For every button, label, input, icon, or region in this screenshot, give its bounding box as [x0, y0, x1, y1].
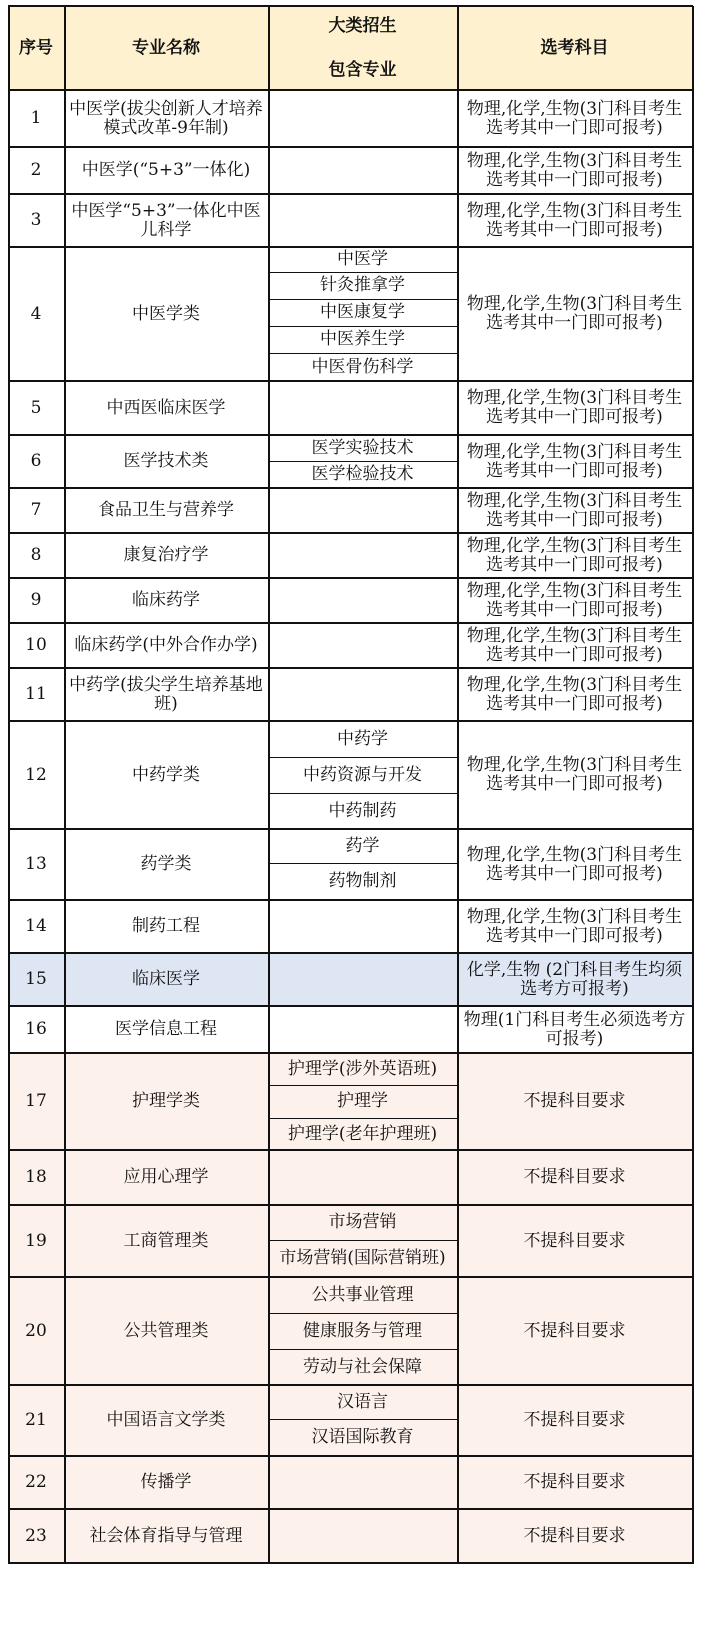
included-major-text: 护理学(老年护理班)	[287, 1123, 438, 1144]
row-index-value: 12	[25, 764, 47, 785]
grid-line	[268, 863, 458, 864]
included-major	[268, 1313, 457, 1349]
major-name-text: 中医学(“5+3”一体化)	[81, 160, 251, 180]
major-name	[64, 578, 268, 623]
included-major-text: 劳动与社会保障	[303, 1356, 422, 1377]
included-empty	[268, 1456, 457, 1509]
major-name-text: 应用心理学	[123, 1167, 209, 1187]
grid-line	[268, 1240, 458, 1241]
row-index	[8, 381, 64, 435]
row-index-value: 13	[25, 854, 47, 874]
subject-requirement	[457, 147, 692, 194]
row-index	[8, 147, 64, 194]
included-major	[268, 247, 457, 272]
row-index-value: 15	[25, 969, 47, 989]
subject-requirement-text: 物理,化学,生物(3门科目考生选考其中一门即可报考)	[466, 535, 683, 575]
grid-line	[268, 272, 458, 273]
subject-requirement	[457, 1385, 692, 1456]
header-subjects	[457, 6, 692, 90]
row-index-value: 14	[25, 916, 47, 936]
major-name	[64, 194, 268, 247]
major-name	[64, 1509, 268, 1563]
row-index	[8, 1053, 64, 1150]
subject-requirement	[457, 953, 692, 1006]
header-included-line1: 大类招生	[328, 16, 397, 36]
included-major	[268, 863, 457, 900]
included-major	[268, 353, 457, 381]
included-major	[268, 1385, 457, 1419]
row-index-value: 17	[25, 1091, 47, 1111]
row-index	[8, 194, 64, 247]
included-empty	[268, 147, 457, 194]
row-index	[8, 533, 64, 578]
major-name	[64, 1150, 268, 1205]
major-name	[64, 900, 268, 953]
subject-requirement	[457, 381, 692, 435]
included-major-text: 汉语言	[337, 1391, 388, 1412]
grid-line	[268, 1085, 458, 1086]
included-empty	[268, 668, 457, 721]
included-major	[268, 1419, 457, 1456]
included-major	[268, 435, 457, 461]
included-empty	[268, 90, 457, 147]
subject-requirement-text: 不提科目要求	[523, 1091, 626, 1111]
row-index	[8, 578, 64, 623]
included-major-text: 市场营销	[328, 1212, 397, 1232]
subject-requirement-text: 物理(1门科目考生必须选考方可报考)	[463, 1009, 686, 1049]
row-index	[8, 668, 64, 721]
subject-requirement	[457, 247, 692, 381]
subject-requirement	[457, 533, 692, 578]
subject-requirement	[457, 1150, 692, 1205]
included-major-text: 中医骨伤科学	[311, 356, 414, 377]
grid-line	[8, 434, 693, 436]
major-name	[64, 147, 268, 194]
included-major	[268, 757, 457, 793]
major-name	[64, 1456, 268, 1509]
row-index-value: 4	[30, 303, 42, 324]
included-empty	[268, 194, 457, 247]
major-name	[64, 435, 268, 488]
major-name-text: 公共管理类	[123, 1320, 209, 1341]
major-name-text: 医学技术类	[123, 451, 209, 471]
grid-line	[268, 1118, 458, 1119]
grid-line	[8, 487, 693, 489]
row-index	[8, 623, 64, 668]
included-empty	[268, 1150, 457, 1205]
grid-line	[8, 1005, 693, 1007]
major-name-text: 工商管理类	[123, 1230, 209, 1251]
grid-line	[8, 246, 693, 248]
major-name-text: 药学类	[140, 854, 192, 874]
header-major	[64, 6, 268, 90]
grid-line	[8, 1508, 693, 1510]
included-major	[268, 1053, 457, 1085]
included-major-text: 中医养生学	[320, 329, 405, 349]
subject-requirement-text: 物理,化学,生物(3门科目考生选考其中一门即可报考)	[466, 580, 683, 620]
subject-requirement	[457, 1053, 692, 1150]
subject-requirement-text: 化学,生物 (2门科目考生均须选考方可报考)	[466, 959, 683, 999]
row-index	[8, 900, 64, 953]
grid-line	[8, 952, 693, 954]
included-empty	[268, 1509, 457, 1563]
subject-requirement-text: 不提科目要求	[523, 1472, 626, 1492]
subject-requirement	[457, 900, 692, 953]
included-major-text: 中医康复学	[320, 302, 405, 322]
major-name-text: 护理学类	[132, 1091, 200, 1111]
major-name	[64, 1053, 268, 1150]
included-major	[268, 326, 457, 353]
subject-requirement-text: 物理,化学,生物(3门科目考生选考其中一门即可报考)	[466, 200, 683, 240]
grid-line	[8, 193, 693, 195]
row-index	[8, 1205, 64, 1277]
row-index-value: 3	[30, 210, 42, 230]
major-name-text: 临床药学(中外合作办学)	[74, 635, 258, 655]
major-name-text: 食品卫生与营养学	[98, 500, 234, 520]
row-index-value: 8	[30, 545, 42, 565]
row-index-value: 20	[25, 1320, 47, 1341]
major-name-text: 中西医临床医学	[106, 397, 226, 418]
subject-requirement	[457, 623, 692, 668]
row-index	[8, 1385, 64, 1456]
included-major	[268, 299, 457, 326]
grid-line	[8, 1384, 693, 1386]
row-index	[8, 247, 64, 381]
row-index-value: 7	[30, 500, 42, 520]
included-major	[268, 1205, 457, 1240]
header-included-line2: 包含专业	[328, 60, 397, 80]
grid-line	[8, 1276, 693, 1278]
subject-requirement-text: 物理,化学,生物(3门科目考生选考其中一门即可报考)	[466, 844, 683, 884]
major-name-text: 中药学(拔尖学生培养基地班)	[69, 674, 263, 714]
grid-line	[268, 6, 270, 1564]
included-major-text: 药学	[345, 835, 380, 856]
major-name-text: 临床医学	[132, 969, 200, 989]
included-empty	[268, 900, 457, 953]
included-major-text: 中药学	[337, 728, 388, 749]
grid-line	[8, 146, 693, 148]
row-index-value: 18	[25, 1167, 47, 1187]
grid-line	[8, 622, 693, 624]
row-index-value: 21	[25, 1410, 47, 1430]
grid-line	[268, 299, 458, 300]
included-major-text: 医学检验技术	[311, 464, 414, 484]
major-name-text: 中医学“5+3”一体化中医儿科学	[71, 200, 261, 240]
row-index	[8, 1277, 64, 1385]
major-name	[64, 668, 268, 721]
row-index	[8, 435, 64, 488]
major-name-text: 中医学(拔尖创新人才培养模式改革-9年制)	[69, 98, 263, 138]
row-index	[8, 1456, 64, 1509]
subject-requirement	[457, 90, 692, 147]
row-index-value: 10	[25, 635, 47, 655]
subject-requirement	[457, 194, 692, 247]
major-name	[64, 623, 268, 668]
row-index	[8, 488, 64, 533]
grid-line	[268, 1313, 458, 1314]
subject-requirement	[457, 1456, 692, 1509]
grid-line	[8, 1149, 693, 1151]
grid-line	[268, 353, 458, 354]
included-empty	[268, 488, 457, 533]
grid-line	[8, 1052, 693, 1054]
major-name	[64, 1006, 268, 1053]
subject-requirement-text: 不提科目要求	[523, 1230, 626, 1251]
grid-line	[8, 667, 693, 669]
major-name	[64, 1277, 268, 1385]
included-major-text: 公共事业管理	[311, 1284, 414, 1305]
grid-line	[8, 1204, 693, 1206]
major-name	[64, 488, 268, 533]
grid-line	[8, 828, 693, 830]
subject-requirement-text: 物理,化学,生物(3门科目考生选考其中一门即可报考)	[466, 674, 683, 714]
subject-requirement-text: 物理,化学,生物(3门科目考生选考其中一门即可报考)	[466, 490, 683, 530]
major-name	[64, 953, 268, 1006]
grid-line	[8, 1562, 693, 1564]
major-name	[64, 533, 268, 578]
included-major	[268, 829, 457, 863]
subject-requirement	[457, 488, 692, 533]
major-name-text: 康复治疗学	[123, 545, 209, 565]
subject-requirement-text: 物理,化学,生物(3门科目考生选考其中一门即可报考)	[466, 98, 683, 138]
included-major-text: 护理学	[337, 1091, 388, 1111]
subject-requirement-text: 物理,化学,生物(3门科目考生选考其中一门即可报考)	[466, 388, 683, 427]
included-major	[268, 793, 457, 829]
header-included	[268, 6, 457, 90]
row-index-value: 6	[30, 451, 42, 471]
major-name-text: 社会体育指导与管理	[89, 1525, 243, 1546]
grid-line	[268, 1419, 458, 1420]
major-name	[64, 247, 268, 381]
subject-requirement	[457, 1205, 692, 1277]
row-index-value: 23	[25, 1525, 47, 1546]
grid-line	[8, 532, 693, 534]
subject-requirement-text: 不提科目要求	[523, 1320, 626, 1341]
subject-requirement	[457, 1277, 692, 1385]
subject-requirement	[457, 721, 692, 829]
included-major	[268, 1349, 457, 1385]
subject-requirement	[457, 1509, 692, 1563]
subject-requirement-text: 物理,化学,生物(3门科目考生选考其中一门即可报考)	[466, 755, 683, 794]
subject-requirement	[457, 829, 692, 900]
major-name-text: 中国语言文学类	[106, 1410, 226, 1430]
major-name	[64, 721, 268, 829]
row-index-value: 5	[30, 397, 42, 418]
major-name	[64, 90, 268, 147]
row-index-value: 22	[25, 1472, 47, 1492]
grid-line	[8, 89, 693, 91]
header-subjects-label: 选考科目	[540, 37, 609, 58]
subject-requirement-text: 不提科目要求	[523, 1525, 626, 1546]
major-name-text: 制药工程	[132, 916, 200, 936]
included-major-text: 中药制药	[328, 800, 397, 821]
major-name	[64, 1205, 268, 1277]
grid-line	[457, 6, 459, 1564]
major-name-text: 传播学	[140, 1472, 192, 1492]
grid-line	[268, 793, 458, 794]
grid-line	[8, 899, 693, 901]
included-empty	[268, 953, 457, 1006]
included-major-text: 健康服务与管理	[303, 1320, 422, 1341]
major-name	[64, 381, 268, 435]
included-empty	[268, 578, 457, 623]
included-major	[268, 721, 457, 757]
header-index	[8, 6, 64, 90]
grid-line	[8, 1455, 693, 1457]
subject-requirement	[457, 668, 692, 721]
included-major	[268, 1240, 457, 1277]
grid-line	[268, 461, 458, 462]
included-empty	[268, 533, 457, 578]
row-index	[8, 1509, 64, 1563]
included-major-text: 市场营销(国际营销班)	[279, 1248, 446, 1268]
major-name-text: 中药学类	[132, 764, 200, 785]
row-index-value: 19	[25, 1230, 47, 1251]
grid-line	[8, 380, 693, 382]
included-major	[268, 1118, 457, 1150]
included-major-text: 药物制剂	[328, 871, 397, 891]
included-major-text: 汉语国际教育	[311, 1427, 414, 1447]
included-major	[268, 1277, 457, 1313]
grid-line	[8, 720, 693, 722]
row-index	[8, 953, 64, 1006]
major-name	[64, 1385, 268, 1456]
grid-line	[268, 757, 458, 758]
row-index	[8, 1150, 64, 1205]
major-name-text: 中医学类	[132, 303, 200, 324]
included-empty	[268, 623, 457, 668]
row-index	[8, 1006, 64, 1053]
included-major-text: 医学实验技术	[311, 437, 414, 458]
included-major	[268, 1085, 457, 1118]
included-major-text: 中医学	[337, 249, 388, 269]
subject-requirement-text: 不提科目要求	[523, 1167, 626, 1187]
included-major-text: 护理学(涉外英语班)	[287, 1058, 438, 1079]
grid-line	[268, 1349, 458, 1350]
grid-line	[8, 6, 10, 1564]
included-major	[268, 272, 457, 299]
grid-line	[268, 326, 458, 327]
subject-requirement-text: 物理,化学,生物(3门科目考生选考其中一门即可报考)	[466, 906, 683, 946]
header-major-label: 专业名称	[132, 37, 200, 58]
subject-requirement-text: 物理,化学,生物(3门科目考生选考其中一门即可报考)	[466, 294, 683, 333]
row-index-value: 16	[25, 1019, 47, 1039]
major-name-text: 医学信息工程	[115, 1019, 217, 1039]
included-major-text: 中药资源与开发	[303, 764, 422, 785]
row-index	[8, 721, 64, 829]
subject-requirement	[457, 578, 692, 623]
subject-requirement-text: 不提科目要求	[523, 1410, 626, 1430]
grid-line	[692, 6, 694, 1564]
subject-requirement	[457, 435, 692, 488]
row-index-value: 9	[30, 590, 42, 610]
subject-requirement	[457, 1006, 692, 1053]
header-index-label: 序号	[19, 37, 53, 58]
major-name	[64, 829, 268, 900]
row-index	[8, 829, 64, 900]
row-index-value: 11	[25, 684, 47, 704]
grid-line	[8, 5, 693, 7]
included-empty	[268, 1006, 457, 1053]
included-major	[268, 461, 457, 488]
row-index-value: 1	[30, 108, 42, 128]
subject-requirement-text: 物理,化学,生物(3门科目考生选考其中一门即可报考)	[466, 150, 683, 190]
grid-line	[64, 6, 66, 1564]
grid-line	[8, 577, 693, 579]
row-index	[8, 90, 64, 147]
included-empty	[268, 381, 457, 435]
subject-requirement-text: 物理,化学,生物(3门科目考生选考其中一门即可报考)	[466, 441, 683, 481]
subject-requirement-text: 物理,化学,生物(3门科目考生选考其中一门即可报考)	[466, 625, 683, 665]
major-name-text: 临床药学	[132, 590, 200, 610]
included-major-text: 针灸推拿学	[320, 275, 405, 295]
row-index-value: 2	[30, 160, 42, 180]
